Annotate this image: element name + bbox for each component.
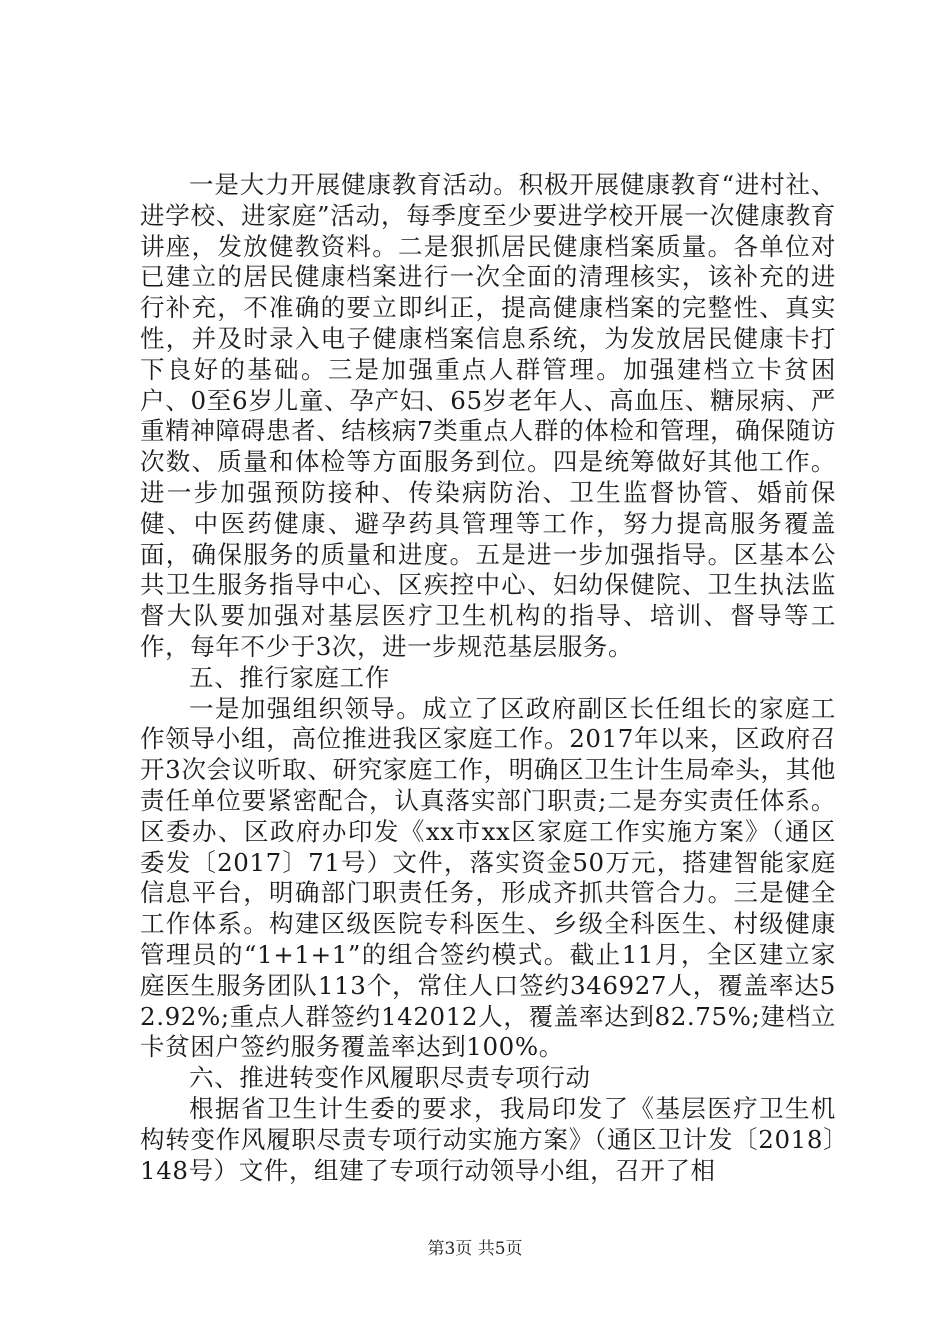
paragraph-family-work: 一是加强组织领导。成立了区政府副区长任组长的家庭工作领导小组，高位推进我区家庭工作。2017年以来，区政府召开3次会议听取、研究家庭工作，明确区卫生计生局牵头，其他责任单位要紧密配合，认真落实部门职责;二是夯实责任体系。区委办、区政府办印发《xx市xx区家庭工作实施方案》（通区委发〔2017〕71号）文件，落实资金50万元，搭建智能家庭信息平台，明确部门职责任务，形成齐抓共管合力。三是健全工作体系。构建区级医院专科医生、乡级全科医生、村级健康管理员的“1+1+1”的组合签约模式。截止11月，全区建立家庭医生服务团队113个，常住人口签约346927人，覆盖率达52.92%;重点人群签约142012人，覆盖率达到82.75%;建档立卡贫困户签约服务覆盖率达到100%。 <box>140 693 836 1062</box>
paragraph-health-education: 一是大力开展健康教育活动。积极开展健康教育“进村社、进学校、进家庭”活动，每季度至少要进学校开展一次健康教育讲座，发放健教资料。二是狠抓居民健康档案质量。各单位对已建立的居民健康档案进行一次全面的清理核实，该补充的进行补充，不准确的要立即纠正，提高健康档案的完整性、真实性，并及时录入电子健康档案信息系统，为发放居民健康卡打下良好的基础。三是加强重点人群管理。加强建档立卡贫困户、0至6岁儿童、孕产妇、65岁老年人、高血压、糖尿病、严重精神障碍患者、结核病7类重点人群的体检和管理，确保随访次数、质量和体检等方面服务到位。四是统筹做好其他工作。进一步加强预防接种、传染病防治、卫生监督协管、婚前保健、中医药健康、避孕药具管理等工作，努力提高服务覆盖面，确保服务的质量和进度。五是进一步加强指导。区基本公共卫生服务指导中心、区疾控中心、妇幼保健院、卫生执法监督大队要加强对基层医疗卫生机构的指导、培训、督导等工作，每年不少于3次，进一步规范基层服务。 <box>140 170 836 661</box>
section-heading-style-campaign: 六、推进转变作风履职尽责专项行动 <box>189 1063 591 1093</box>
page-number-footer: 第3页 共5页 <box>427 1239 523 1259</box>
document-body <box>140 170 836 1186</box>
section-heading-family-work: 五、推行家庭工作 <box>189 662 390 692</box>
paragraph-style-campaign: 根据省卫生计生委的要求，我局印发了《基层医疗卫生机构转变作风履职尽责专项行动实施方案》（通区卫计发〔2018〕148号）文件，组建了专项行动领导小组，召开了相 <box>140 1093 836 1185</box>
